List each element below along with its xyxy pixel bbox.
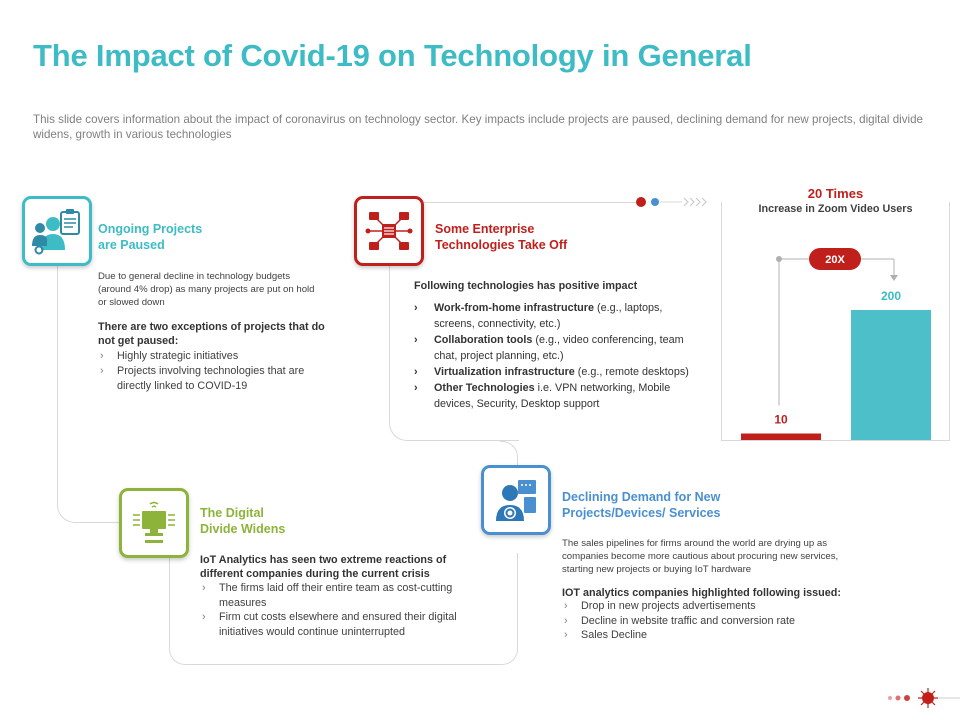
- list-item: › Virtualization infrastructure (e.g., remote desktops): [414, 364, 694, 380]
- enterprise-title: Some Enterprise Technologies Take Off: [435, 222, 568, 252]
- digital-divide-title: The Digital Divide Widens: [200, 506, 286, 536]
- list-item: › Highly strategic initiatives: [98, 349, 338, 364]
- connector-line-top: [424, 202, 636, 203]
- list-item: › Projects involving technologies that are directly linked to COVID-19: [98, 364, 338, 394]
- declining-demand-icon-box: [481, 465, 551, 535]
- ongoing-exceptions-heading: There are two exceptions of projects that do not get paused:: [98, 321, 325, 347]
- digital-divide-heading: IoT Analytics has seen two extreme reactions of different companies during the current crisis: [200, 554, 447, 580]
- chart-connector-dot: [776, 256, 782, 262]
- people-clipboard-icon: [31, 206, 83, 256]
- ongoing-exceptions-list: [98, 349, 338, 394]
- bar-after: [851, 310, 931, 440]
- enterprise-icon-box: [354, 196, 424, 266]
- bar-before: [741, 434, 821, 441]
- list-item: › Collaboration tools (e.g., video conferencing, team chat, project planning, etc.): [414, 332, 694, 364]
- list-item: › Sales Decline: [562, 628, 882, 643]
- list-item: › Firm cut costs elsewhere and ensured their digital initiatives would continue uninterrupted: [200, 610, 480, 639]
- declining-demand-description: The sales pipelines for firms around the world are drying up as companies become more cautious about procuring new services, starting new projects or buying IoT hardware: [562, 538, 839, 575]
- digital-divide-icon-box: [119, 488, 189, 558]
- page-subtitle: This slide covers information about the impact of coronavirus on technology sector. Key impacts include projects are paused, declining demand for new projects, digital divide widens, growth in various technologies: [33, 113, 923, 141]
- multiplier-label: 20X: [825, 254, 845, 266]
- enterprise-tech-list: [414, 300, 694, 412]
- list-item: › Other Technologies i.e. VPN networking, Mobile devices, Security, Desktop support: [414, 380, 694, 412]
- declining-demand-title: Declining Demand for New Projects/Devices/ Services: [562, 490, 721, 520]
- chart-connector-arrowhead: [890, 275, 898, 281]
- person-devices-icon: [492, 477, 540, 523]
- ongoing-projects-description: Due to general decline in technology budgets (around 4% drop) as many projects are put on hold or slowed down: [98, 271, 315, 308]
- bar-value-label: 10: [774, 412, 788, 427]
- burst-dots-icon: [880, 686, 960, 710]
- network-icon: [365, 207, 413, 255]
- monitor-icon: [131, 500, 177, 546]
- digital-divide-list: [200, 581, 480, 639]
- list-item: › Work-from-home infrastructure (e.g., laptops, screens, connectivity, etc.): [414, 300, 694, 332]
- page-title: The Impact of Covid-19 on Technology in General: [33, 38, 752, 73]
- enterprise-intro: Following technologies has positive impact: [414, 280, 638, 292]
- chart-title: 20 Times: [807, 186, 864, 201]
- list-item: › Drop in new projects advertisements: [562, 599, 882, 614]
- progress-dots: [634, 196, 724, 210]
- ongoing-projects-icon-box: [22, 196, 92, 266]
- chart-subtitle: Increase in Zoom Video Users: [758, 203, 913, 215]
- dots-arrow-icon: [634, 196, 724, 210]
- declining-demand-list: [562, 599, 882, 643]
- zoom-users-chart: [721, 240, 950, 441]
- list-item: › The firms laid off their entire team as cost-cutting measures: [200, 581, 480, 610]
- declining-demand-heading: IOT analytics companies highlighted following issued:: [562, 587, 841, 599]
- bar-value-label: 200: [880, 289, 902, 303]
- ongoing-projects-title: Ongoing Projects are Paused: [98, 222, 203, 252]
- list-item: › Decline in website traffic and conversion rate: [562, 614, 882, 629]
- corner-decoration: [880, 686, 960, 710]
